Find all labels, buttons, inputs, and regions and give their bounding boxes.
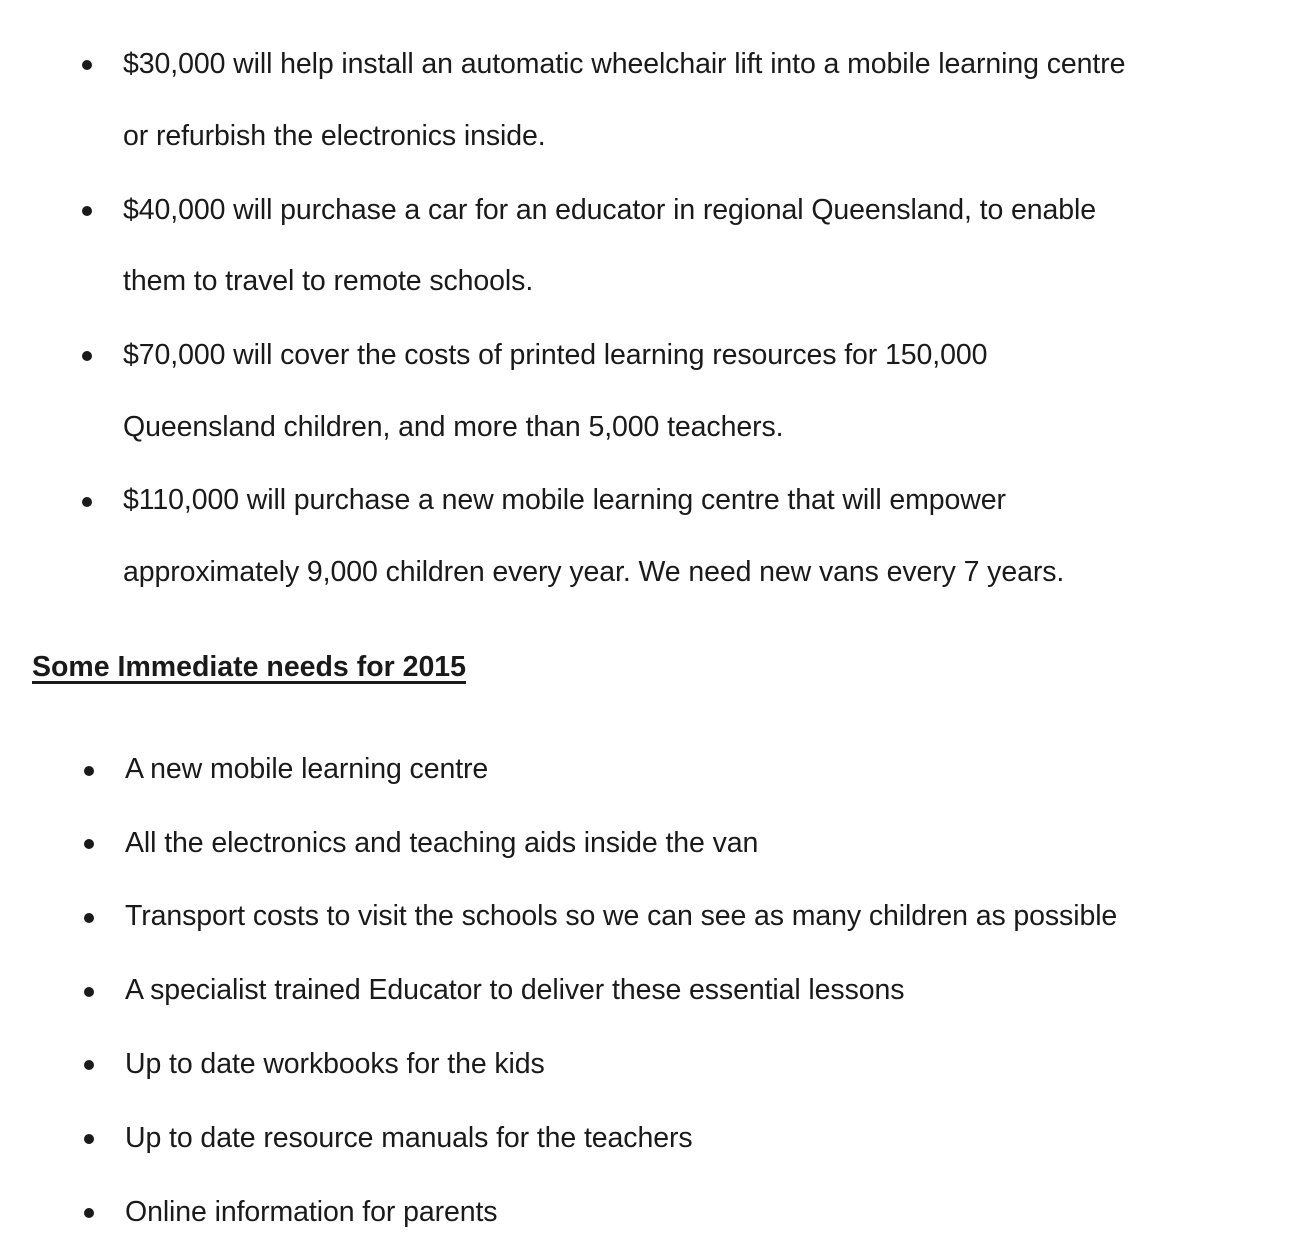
bullet-icon [82,60,92,70]
funding-item-line2: or refurbish the electronics inside. [123,120,546,152]
funding-item-line1: $110,000 will purchase a new mobile learning centre that will empower [123,484,1006,516]
needs-item-text: Online information for parents [125,1196,498,1228]
needs-item-text: A specialist trained Educator to deliver these essential lessons [125,974,905,1006]
funding-item-line2: them to travel to remote schools. [123,265,534,297]
funding-item-line1: $70,000 will cover the costs of printed learning resources for 150,000 [123,339,988,371]
bullet-icon [84,1060,94,1070]
bullet-icon [84,913,94,923]
bullet-icon [84,1134,94,1144]
needs-item-text: All the electronics and teaching aids inside the van [125,827,759,859]
funding-item-line2: Queensland children, and more than 5,000 teachers. [123,411,784,443]
funding-item-line1: $40,000 will purchase a car for an educator in regional Queensland, to enable [123,194,1097,226]
bullet-icon [84,1208,94,1218]
bullet-icon [82,497,92,507]
needs-item-text: A new mobile learning centre [125,753,489,785]
bullet-icon [84,839,94,849]
bullet-icon [84,987,94,997]
needs-item-text: Up to date resource manuals for the teachers [125,1122,693,1154]
bullet-icon [84,766,94,776]
needs-item-text: Up to date workbooks for the kids [125,1048,545,1080]
section-heading: Some Immediate needs for 2015 [32,651,467,683]
bullet-icon [82,351,92,361]
funding-item-line1: $30,000 will help install an automatic wheelchair lift into a mobile learning centre [123,48,1126,80]
funding-item-line2: approximately 9,000 children every year. We need new vans every 7 years. [123,556,1065,588]
needs-item-text: Transport costs to visit the schools so we can see as many children as possible [125,900,1118,932]
bullet-icon [82,206,92,216]
